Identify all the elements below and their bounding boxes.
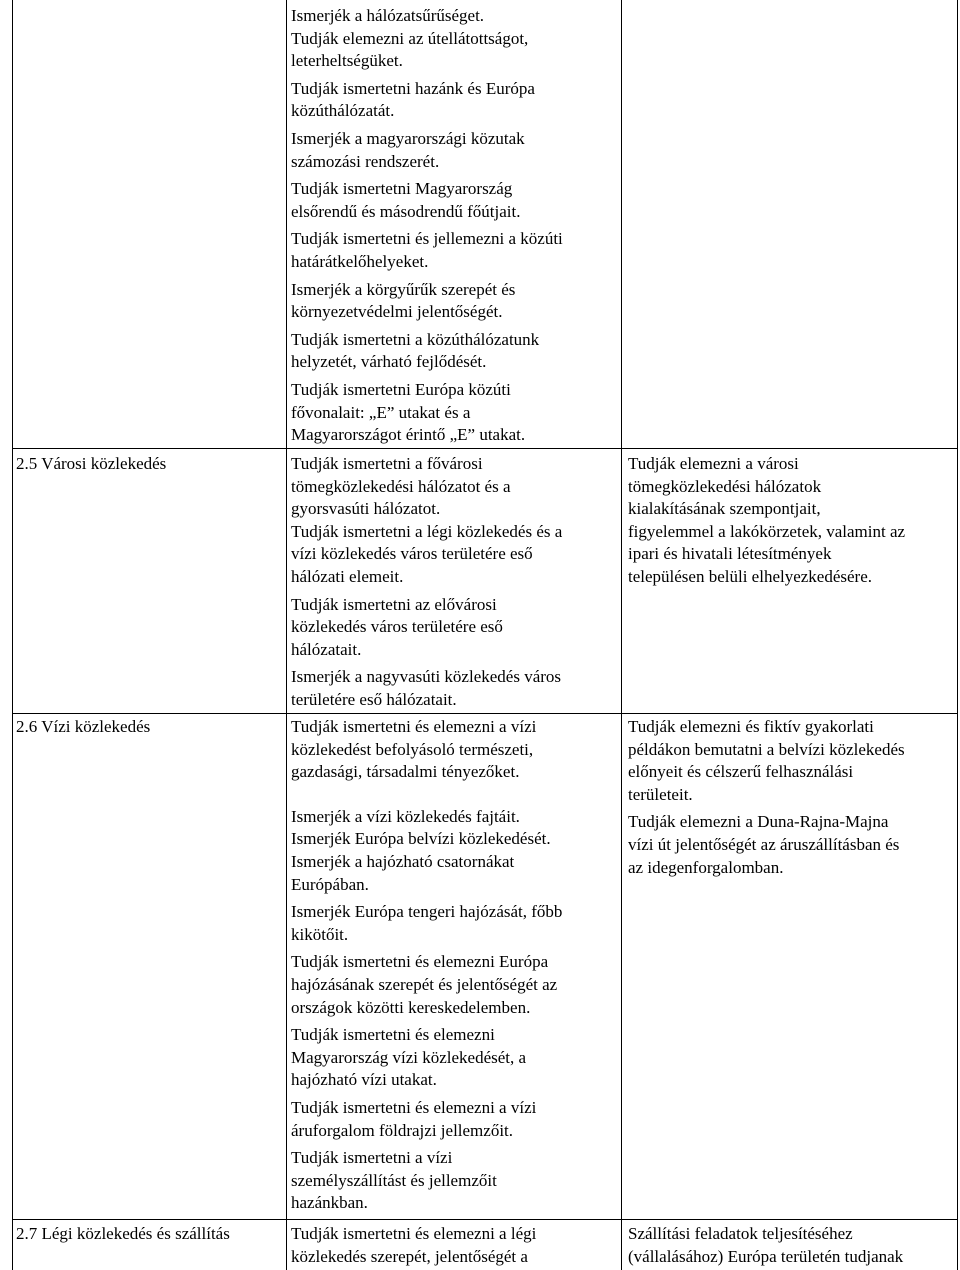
requirement-line: leterheltségüket.	[291, 51, 403, 71]
competency-line: az idegenforgalomban.	[628, 857, 784, 877]
requirement-line: Tudják ismertetni hazánk és Európa	[291, 78, 535, 98]
requirement-line: Tudják ismertetni Európa közúti	[291, 379, 511, 399]
row-urban-competencies	[628, 453, 954, 589]
requirement-line: közlekedés szerepét, jelentőségét a	[291, 1246, 528, 1266]
competency-line: Tudják elemezni a városi	[628, 454, 799, 473]
requirement-line: Magyarország vízi közlekedését, a	[291, 1047, 527, 1067]
requirement-item	[291, 28, 617, 73]
requirement-item	[291, 901, 617, 946]
requirement-line: Tudják ismertetni és elemezni a vízi	[291, 717, 537, 736]
requirement-line: személyszállítást és jellemzőit	[291, 1170, 497, 1190]
requirement-line: Ismerjék a nagyvasúti közlekedés város	[291, 667, 562, 687]
table-border-right	[957, 0, 958, 1270]
requirement-line: Tudják ismertetni és elemezni	[291, 1025, 495, 1045]
row-urban-requirements	[291, 453, 617, 712]
requirement-item	[291, 951, 617, 1019]
competency-line: kialakításának szempontjait,	[628, 499, 821, 519]
requirement-line: Ismerjék a hálózatsűrűséget.	[291, 6, 485, 25]
competency-line: előnyeit és célszerű felhasználási	[628, 762, 854, 782]
competency-line: Szállítási feladatok teljesítéséhez	[628, 1224, 853, 1243]
requirement-line: hajózható vízi utakat.	[291, 1070, 437, 1090]
requirement-line: Tudják elemezni az útellátottságot,	[291, 28, 529, 48]
requirement-line: közlekedés város területére eső	[291, 617, 503, 637]
competency-item	[628, 811, 954, 879]
requirement-line: gyorsvasúti hálózatot.	[291, 499, 441, 519]
requirement-line: határátkelőhelyeket.	[291, 251, 429, 271]
requirement-line: vízi közlekedés város területére eső	[291, 544, 533, 564]
requirement-line: Tudják ismertetni a fővárosi	[291, 454, 483, 473]
competency-line: vízi út jelentőségét az áruszállításban és	[628, 834, 900, 854]
requirement-line: hajózásának szerepét és jelentőségét az	[291, 974, 558, 994]
requirement-item	[291, 594, 617, 662]
competency-line: (vállalásához) Európa területén tudjanak	[628, 1246, 904, 1266]
requirement-item	[291, 1223, 617, 1268]
requirement-line: elsőrendű és másodrendű főútjait.	[291, 201, 521, 221]
requirement-line: Tudják ismertetni Magyarország	[291, 179, 513, 199]
row-divider-1	[12, 448, 958, 449]
competency-line: területeit.	[628, 784, 693, 804]
table-border-left	[12, 0, 13, 1270]
requirement-item	[291, 716, 617, 784]
requirement-line: környezetvédelmi jelentőségét.	[291, 302, 503, 322]
requirement-line: Ismerjék a magyarországi közutak	[291, 128, 525, 148]
requirement-item	[291, 379, 617, 447]
row-divider-3	[12, 1219, 958, 1220]
row-water-competencies	[628, 716, 954, 879]
requirement-line: Tudják ismertetni a légi közlekedés és a	[291, 521, 563, 541]
requirement-line: Tudják ismertetni a vízi	[291, 1148, 453, 1168]
requirement-item	[291, 806, 617, 896]
requirement-item	[291, 1024, 617, 1092]
requirement-line: Ismerjék Európa belvízi közlekedését.	[291, 829, 551, 849]
requirement-item	[291, 178, 617, 223]
requirement-item	[291, 279, 617, 324]
requirement-item	[291, 1097, 617, 1142]
requirement-line: területére eső hálózatait.	[291, 689, 457, 709]
requirement-line: Tudják ismertetni és elemezni a vízi	[291, 1097, 537, 1117]
requirement-line: kikötőit.	[291, 924, 349, 944]
requirement-line: fővonalait: „E” utakat és a	[291, 402, 471, 422]
requirement-line: Tudják ismertetni és jellemezni a közúti	[291, 229, 563, 249]
competency-line: példákon bemutatni a belvízi közlekedés	[628, 739, 905, 759]
competency-line: tömegközlekedési hálózatok	[628, 476, 822, 496]
requirement-item	[291, 5, 617, 28]
requirement-item	[291, 228, 617, 273]
topic-title: 2.7 Légi közlekedés és szállítás	[16, 1224, 230, 1243]
requirement-line: Tudják ismertetni és elemezni Európa	[291, 952, 549, 972]
requirement-line: tömegközlekedési hálózatot és a	[291, 476, 511, 496]
row-air-requirements	[291, 1223, 617, 1268]
column-divider-2	[621, 0, 622, 1270]
requirement-line: Ismerjék a vízi közlekedés fajtáit.	[291, 806, 520, 826]
requirement-line: Ismerjék Európa tengeri hajózását, főbb	[291, 902, 563, 922]
row-divider-2	[12, 713, 958, 714]
requirement-item	[291, 1147, 617, 1215]
column-divider-1	[286, 0, 287, 1270]
requirement-line: Tudják ismertetni és elemezni a légi	[291, 1224, 537, 1243]
requirement-line: Magyarországot érintő „E” utakat.	[291, 425, 526, 445]
requirement-line: számozási rendszerét.	[291, 151, 440, 171]
requirement-line: Európában.	[291, 874, 369, 894]
requirement-item	[291, 453, 617, 521]
requirement-line: hazánkban.	[291, 1193, 368, 1213]
requirement-line: Tudják ismertetni a közúthálózatunk	[291, 329, 540, 349]
requirement-line: Ismerjék a körgyűrűk szerepét és	[291, 279, 516, 299]
requirement-line: áruforgalom földrajzi jellemzőit.	[291, 1120, 514, 1140]
requirement-line: Ismerjék a hajózható csatornákat	[291, 851, 515, 871]
row-water-requirements	[291, 716, 617, 1215]
requirement-line: Tudják ismertetni az elővárosi	[291, 594, 497, 614]
requirement-line: helyzetét, várható fejlődését.	[291, 352, 487, 372]
competency-item	[628, 716, 954, 806]
competency-item	[628, 1223, 954, 1268]
row-urban-topic	[16, 453, 282, 476]
requirement-line: közlekedést befolyásoló természeti,	[291, 739, 534, 759]
requirement-item	[291, 666, 617, 711]
competency-item	[628, 453, 954, 589]
competency-line: figyelemmel a lakókörzetek, valamint az	[628, 521, 906, 541]
row-road-network-requirements	[291, 5, 617, 447]
requirement-line: közúthálózatát.	[291, 101, 395, 121]
row-water-topic	[16, 716, 282, 739]
requirement-item	[291, 78, 617, 123]
topic-title: 2.6 Vízi közlekedés	[16, 717, 151, 736]
requirement-line: hálózatait.	[291, 639, 362, 659]
blank-line	[291, 784, 617, 806]
row-air-topic	[16, 1223, 284, 1246]
requirement-item	[291, 329, 617, 374]
requirement-line: hálózati elemeit.	[291, 566, 404, 586]
competency-line: Tudják elemezni és fiktív gyakorlati	[628, 717, 874, 736]
topic-title: 2.5 Városi közlekedés	[16, 454, 167, 473]
row-air-competencies	[628, 1223, 954, 1268]
requirement-item	[291, 521, 617, 589]
competency-line: Tudják elemezni a Duna-Rajna-Majna	[628, 812, 889, 832]
requirement-item	[291, 128, 617, 173]
requirement-line: gazdasági, társadalmi tényezőket.	[291, 762, 520, 782]
competency-line: ipari és hivatali létesítmények	[628, 544, 832, 564]
requirement-line: országok közötti kereskedelemben.	[291, 997, 531, 1017]
competency-line: településen belüli elhelyezkedésére.	[628, 566, 873, 586]
